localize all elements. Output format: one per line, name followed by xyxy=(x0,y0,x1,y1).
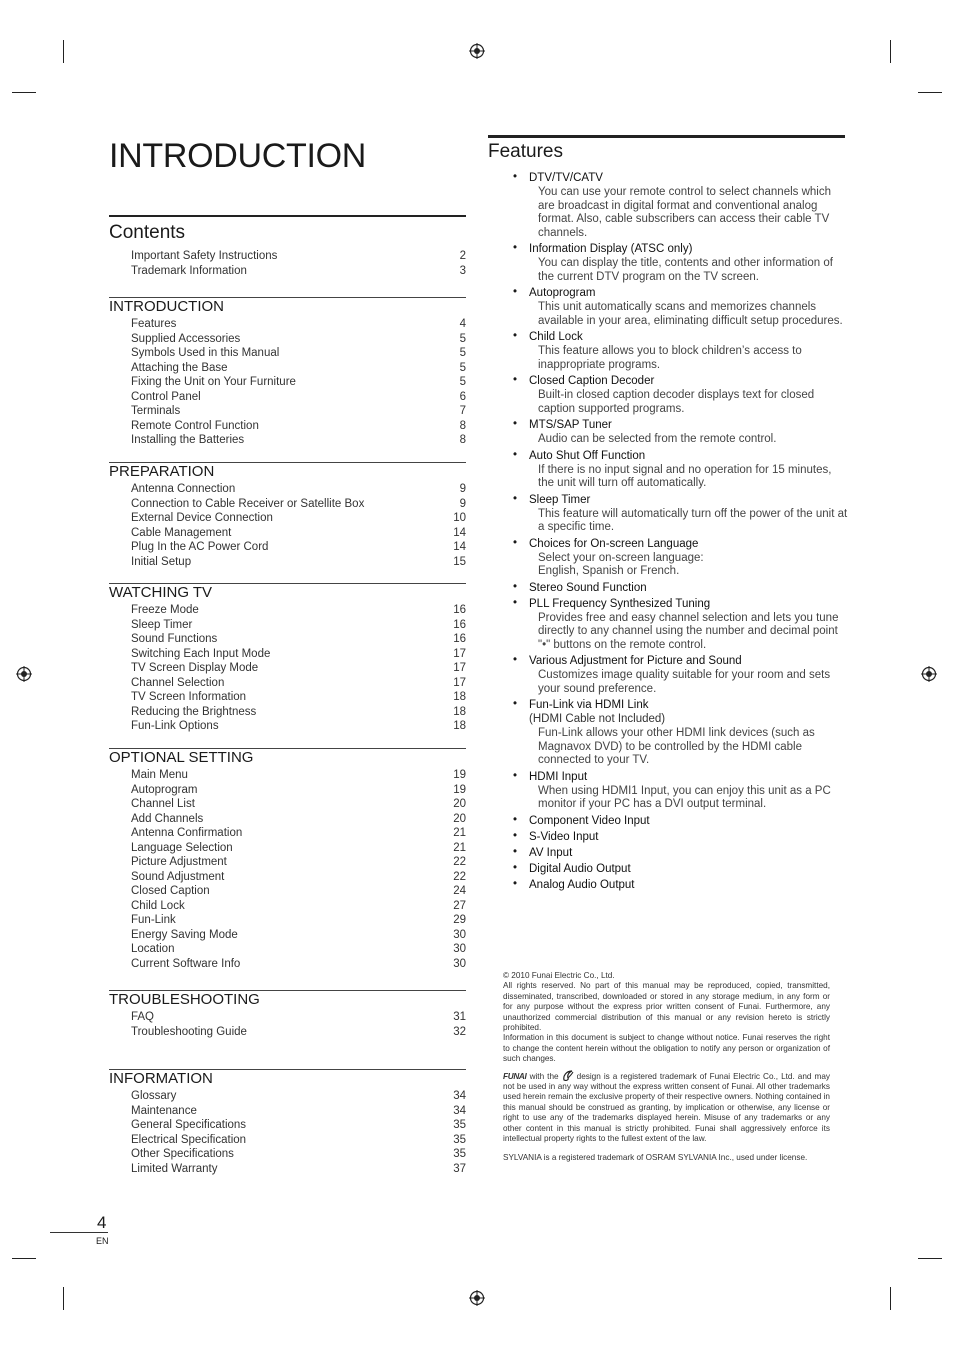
toc-item-label: Freeze Mode xyxy=(131,604,199,616)
trademark-with-text: with the xyxy=(529,1071,559,1081)
toc-item-label: FAQ xyxy=(131,1011,155,1023)
funai-logo: FUNAI xyxy=(503,1071,527,1081)
page-language: EN xyxy=(96,1236,109,1246)
feature-name: Component Video Input xyxy=(529,814,650,827)
toc-item-page: 17 xyxy=(453,662,466,674)
contents-rule xyxy=(109,215,466,217)
feature-description: You can display the title, contents and other information of the current DTV program on the TV screen. xyxy=(538,257,833,283)
toc-item-label: General Specifications xyxy=(131,1119,247,1131)
feature-description: Customizes image quality suitable for your room and sets your sound preference. xyxy=(538,669,831,695)
feature-item xyxy=(513,698,848,768)
registration-mark-icon xyxy=(921,666,937,682)
toc-item-label: Antenna Connection xyxy=(131,483,236,495)
feature-item xyxy=(513,814,848,828)
toc-item-page: 7 xyxy=(459,405,466,417)
toc-item-label: Installing the Batteries xyxy=(131,434,245,446)
toc-item-label: Sleep Timer xyxy=(131,618,193,631)
toc-item-page: 16 xyxy=(453,633,466,645)
notice-text: Information in this document is subject to change without notice. Funai reserves the right to change the content herein without the obligation to notify any person or organization of such changes. xyxy=(503,1033,830,1064)
toc-item-page: 19 xyxy=(453,783,466,796)
toc-item[interactable] xyxy=(131,433,466,448)
toc-item[interactable] xyxy=(131,375,466,390)
toc-item-label: Troubleshooting Guide xyxy=(131,1025,247,1038)
toc-section-list xyxy=(131,603,466,734)
toc-section-list xyxy=(131,1089,466,1176)
toc-item[interactable] xyxy=(131,1147,466,1162)
toc-item[interactable] xyxy=(131,346,466,361)
toc-item-label: Initial Setup xyxy=(131,555,192,568)
toc-item-label: Closed Caption xyxy=(131,885,210,897)
toc-item-label: Electrical Specification xyxy=(131,1133,247,1146)
toc-item[interactable] xyxy=(131,957,466,972)
sylvania-text: SYLVANIA is a registered trademark of OSRAM SYLVANIA Inc., used under license. xyxy=(503,1152,808,1162)
feature-item xyxy=(513,862,848,876)
toc-item[interactable] xyxy=(131,690,466,705)
registration-mark-icon xyxy=(469,43,485,59)
toc-item-page: 5 xyxy=(459,347,466,359)
toc-item-page: 29 xyxy=(453,914,466,926)
feature-name: Various Adjustment for Picture and Sound xyxy=(529,655,742,667)
toc-item-page: 18 xyxy=(453,720,466,732)
feature-name: Child Lock xyxy=(529,331,583,343)
toc-section-list xyxy=(131,482,466,569)
toc-item[interactable] xyxy=(131,618,466,633)
toc-item-page: 14 xyxy=(453,541,466,553)
toc-item[interactable] xyxy=(131,404,466,419)
toc-item[interactable] xyxy=(131,1010,466,1025)
bullet-icon: • xyxy=(513,330,518,342)
features-rule xyxy=(488,135,845,138)
feature-description: Select your on-screen language: English, Spanish or French. xyxy=(538,551,704,577)
rights-text: All rights reserved. No part of this manual may be reproduced, copied, transmitted, disseminated, transcribed, downloaded or stored in any storage medium, in any form or for any purpose without the express prior written consent of Funai. Furthermore, any unauthorized commercial distribution of this manual or any revision hereto is strictly prohibited. xyxy=(503,981,830,1033)
feature-name: Stereo Sound Function xyxy=(529,581,647,594)
bullet-icon: • xyxy=(513,698,518,710)
page-title: INTRODUCTION xyxy=(109,137,367,175)
toc-item[interactable] xyxy=(131,928,466,943)
feature-item xyxy=(513,493,848,535)
bullet-icon: • xyxy=(513,845,518,858)
toc-item-page: 30 xyxy=(453,957,466,970)
toc-item-page: 37 xyxy=(453,1162,466,1175)
toc-section-title: PREPARATION xyxy=(109,463,215,480)
bullet-icon: • xyxy=(513,829,518,842)
toc-item-label: Control Panel xyxy=(131,390,201,403)
features-heading: Features xyxy=(488,141,563,162)
registration-mark-icon xyxy=(469,1290,485,1306)
toc-item-page: 8 xyxy=(459,434,466,446)
bullet-icon: • xyxy=(513,536,518,549)
toc-item-page: 21 xyxy=(453,827,466,839)
toc-item-label: Current Software Info xyxy=(131,957,241,970)
toc-item-page: 34 xyxy=(453,1104,466,1117)
toc-item-label: Fun-Link xyxy=(131,914,176,926)
crop-mark xyxy=(918,92,942,93)
toc-item-label: Add Channels xyxy=(131,812,204,825)
toc-item-page: 4 xyxy=(459,318,466,330)
feature-item xyxy=(513,449,848,491)
toc-item-page: 18 xyxy=(453,705,466,718)
bullet-icon: • xyxy=(513,374,518,386)
bullet-icon: • xyxy=(513,877,518,890)
toc-item[interactable] xyxy=(131,361,466,376)
toc-item-label: Other Specifications xyxy=(131,1148,234,1160)
feature-item xyxy=(513,770,848,812)
toc-item-page: 15 xyxy=(453,555,466,568)
feature-name: MTS/SAP Tuner xyxy=(529,419,612,431)
toc-item[interactable] xyxy=(131,1025,466,1040)
feature-description: This feature will automatically turn off the power of the unit at a specific time. xyxy=(538,507,848,533)
toc-item-page: 9 xyxy=(459,483,466,495)
toc-item[interactable] xyxy=(131,1133,466,1148)
toc-item-label: Supplied Accessories xyxy=(131,332,241,345)
crop-mark xyxy=(890,1287,891,1310)
crop-mark xyxy=(890,40,891,63)
toc-item[interactable] xyxy=(131,511,466,526)
features-list xyxy=(513,171,848,894)
toc-item-label: Connection to Cable Receiver or Satellite Box xyxy=(131,497,365,510)
toc-item-page: 5 xyxy=(459,361,466,374)
feature-name: Choices for On-screen Language xyxy=(529,537,699,550)
toc-item-page: 34 xyxy=(453,1090,466,1102)
crop-mark xyxy=(918,1258,942,1259)
toc-item-label: Glossary xyxy=(131,1090,177,1102)
toc-item-label: Sound Functions xyxy=(131,633,218,645)
feature-description: You can use your remote control to select channels which are broadcast in digital format and conventional analog format. Also, cable subscribers can access their cable TV channels. xyxy=(538,186,831,239)
toc-item-page: 18 xyxy=(453,691,466,703)
toc-item-label: Location xyxy=(131,943,175,955)
toc-item-page: 27 xyxy=(453,899,466,912)
toc-item-page: 35 xyxy=(453,1133,466,1146)
toc-item[interactable] xyxy=(131,603,466,618)
toc-item-page: 24 xyxy=(453,885,466,897)
toc-item-label: Switching Each Input Mode xyxy=(131,647,271,660)
toc-item-page: 20 xyxy=(453,812,466,825)
feature-name: Information Display (ATSC only) xyxy=(529,243,693,255)
crop-mark xyxy=(63,40,64,63)
toc-item-label: Antenna Confirmation xyxy=(131,827,243,839)
toc-item[interactable] xyxy=(131,482,466,497)
toc-item-label: Channel Selection xyxy=(131,676,225,689)
toc-item-page: 5 xyxy=(459,376,466,388)
feature-name: Closed Caption Decoder xyxy=(529,375,655,387)
toc-item[interactable] xyxy=(131,526,466,541)
feature-name: Sleep Timer xyxy=(529,493,591,506)
toc-section-list xyxy=(131,768,466,971)
feature-name: Digital Audio Output xyxy=(529,862,631,875)
registration-mark-icon xyxy=(16,666,32,682)
toc-item[interactable] xyxy=(131,661,466,676)
toc-item[interactable] xyxy=(131,870,466,885)
toc-item[interactable] xyxy=(131,249,466,264)
toc-item-label: Fixing the Unit on Your Furniture xyxy=(131,376,296,388)
toc-item-page: 21 xyxy=(453,841,466,854)
toc-section-title: INTRODUCTION xyxy=(109,298,224,315)
funai-swirl-logo-icon xyxy=(562,1070,574,1081)
toc-item[interactable] xyxy=(131,317,466,332)
toc-item-page: 14 xyxy=(453,526,466,539)
toc-item-label: Picture Adjustment xyxy=(131,856,227,868)
toc-item-label: TV Screen Information xyxy=(131,691,247,703)
bullet-icon: • xyxy=(513,448,518,461)
toc-item-page: 35 xyxy=(453,1119,466,1131)
toc-item-label: Fun-Link Options xyxy=(131,720,219,732)
toc-item-page: 10 xyxy=(453,512,466,524)
feature-name: Autoprogram xyxy=(529,287,596,299)
feature-item xyxy=(513,537,848,579)
toc-item-label: Maintenance xyxy=(131,1104,197,1117)
toc-item-label: Terminals xyxy=(131,405,181,417)
crop-mark xyxy=(12,1258,36,1259)
feature-description: Audio can be selected from the remote control. xyxy=(538,433,777,445)
toc-item[interactable] xyxy=(131,899,466,914)
toc-item-label: Child Lock xyxy=(131,899,185,912)
feature-item xyxy=(513,374,848,416)
toc-item[interactable] xyxy=(131,1089,466,1104)
toc-item-page: 6 xyxy=(459,390,466,403)
bullet-icon: • xyxy=(513,171,518,183)
toc-item-label: Trademark Information xyxy=(131,264,247,277)
toc-item[interactable] xyxy=(131,419,466,434)
toc-section-title: TROUBLESHOOTING xyxy=(109,991,260,1008)
toc-item[interactable] xyxy=(131,826,466,841)
toc-item[interactable] xyxy=(131,855,466,870)
toc-item[interactable] xyxy=(131,783,466,798)
toc-item-page: 35 xyxy=(453,1148,466,1160)
toc-item-page: 2 xyxy=(459,250,466,262)
toc-item[interactable] xyxy=(131,913,466,928)
toc-item-page: 17 xyxy=(453,647,466,660)
toc-section-title: WATCHING TV xyxy=(109,584,213,601)
feature-item xyxy=(513,581,848,595)
page-number: 4 xyxy=(97,1213,107,1232)
toc-item-page: 22 xyxy=(453,870,466,883)
feature-description: If there is no input signal and no operation for 15 minutes, the unit will turn off automatically. xyxy=(538,463,832,489)
toc-item-label: Symbols Used in this Manual xyxy=(131,347,280,359)
toc-item[interactable] xyxy=(131,768,466,783)
bullet-icon: • xyxy=(513,596,518,609)
toc-item-page: 32 xyxy=(453,1025,466,1038)
toc-item-label: Channel List xyxy=(131,798,195,810)
copyright-text: © 2010 Funai Electric Co., Ltd. xyxy=(503,971,615,980)
toc-item-page: 17 xyxy=(453,676,466,689)
toc-item-page: 3 xyxy=(459,264,466,277)
toc-item-page: 9 xyxy=(459,497,466,510)
bullet-icon: • xyxy=(513,418,518,430)
feature-name: Analog Audio Output xyxy=(529,878,635,891)
toc-item[interactable] xyxy=(131,497,466,512)
toc-item-label: Plug In the AC Power Cord xyxy=(131,541,269,553)
feature-item xyxy=(513,286,848,328)
toc-item-label: Features xyxy=(131,318,177,330)
toc-item-label: Remote Control Function xyxy=(131,419,259,432)
feature-item xyxy=(513,418,848,447)
feature-description: This unit automatically scans and memorizes channels available in your area, eliminating difficult setup procedures. xyxy=(538,301,843,327)
toc-item[interactable] xyxy=(131,632,466,647)
toc-item[interactable] xyxy=(131,812,466,827)
toc-item[interactable] xyxy=(131,676,466,691)
toc-section-list xyxy=(131,317,466,448)
toc-item-label: TV Screen Display Mode xyxy=(131,662,259,674)
toc-item[interactable] xyxy=(131,1104,466,1119)
bullet-icon: • xyxy=(513,242,518,254)
toc-section-title: INFORMATION xyxy=(109,1070,213,1087)
toc-item[interactable] xyxy=(131,264,466,279)
toc-item-label: External Device Connection xyxy=(131,512,273,524)
toc-item-page: 16 xyxy=(453,604,466,616)
feature-name: HDMI Input xyxy=(529,770,588,783)
bullet-icon: • xyxy=(513,492,518,505)
bullet-icon: • xyxy=(513,654,518,666)
feature-name: Fun-Link via HDMI Link xyxy=(529,699,649,711)
toc-item-page: 8 xyxy=(459,419,466,432)
toc-item[interactable] xyxy=(131,647,466,662)
toc-item-label: Important Safety Instructions xyxy=(131,250,278,262)
toc-item[interactable] xyxy=(131,332,466,347)
feature-name: Auto Shut Off Function xyxy=(529,449,646,462)
legal-notice xyxy=(503,971,830,1163)
bullet-icon: • xyxy=(513,580,518,593)
toc-item-page: 31 xyxy=(453,1011,466,1023)
toc-item-label: Attaching the Base xyxy=(131,361,228,374)
toc-item[interactable] xyxy=(131,1118,466,1133)
feature-item xyxy=(513,846,848,860)
feature-name: AV Input xyxy=(529,846,573,859)
toc-section-title: OPTIONAL SETTING xyxy=(109,749,254,766)
toc-item-label: Cable Management xyxy=(131,526,232,539)
toc-item[interactable] xyxy=(131,1162,466,1177)
bullet-icon: • xyxy=(513,769,518,782)
bullet-icon: • xyxy=(513,286,518,298)
feature-item xyxy=(513,597,848,653)
bullet-icon: • xyxy=(513,861,518,874)
crop-mark xyxy=(63,1287,64,1310)
crop-mark xyxy=(12,92,36,93)
toc-item-page: 30 xyxy=(453,943,466,955)
feature-item xyxy=(513,878,848,892)
toc-item-page: 5 xyxy=(459,332,466,345)
toc-preface-list xyxy=(131,249,466,278)
feature-note: (HDMI Cable not Included) xyxy=(529,713,666,725)
toc-item-label: Sound Adjustment xyxy=(131,870,225,883)
feature-description: Provides free and easy channel selection and lets you tune directly to any channel using the number and decimal point "•" buttons on the remote control. xyxy=(538,611,839,651)
toc-item-label: Main Menu xyxy=(131,769,188,781)
feature-item xyxy=(513,654,848,696)
toc-item-label: Energy Saving Mode xyxy=(131,928,238,941)
feature-description: Built-in closed caption decoder displays text for closed caption supported programs. xyxy=(538,389,815,415)
toc-item-page: 22 xyxy=(453,856,466,868)
toc-item[interactable] xyxy=(131,390,466,405)
toc-item[interactable] xyxy=(131,555,466,570)
toc-item[interactable] xyxy=(131,540,466,555)
feature-item xyxy=(513,330,848,372)
feature-description: When using HDMI1 Input, you can enjoy this unit as a PC monitor if your PC has a DVI output terminal. xyxy=(538,784,831,810)
feature-item xyxy=(513,242,848,284)
bullet-icon: • xyxy=(513,813,518,826)
feature-description: Fun-Link allows your other HDMI link devices (such as Magnavox DVD) to be controlled by the HDMI cable connected to your TV. xyxy=(538,727,815,766)
toc-item-page: 19 xyxy=(453,769,466,781)
trademark-paragraph xyxy=(503,1070,830,1145)
toc-item[interactable] xyxy=(131,797,466,812)
feature-name: PLL Frequency Synthesized Tuning xyxy=(529,597,711,610)
toc-item[interactable] xyxy=(131,705,466,720)
feature-name: DTV/TV/CATV xyxy=(529,172,603,184)
page-number-rule xyxy=(50,1232,108,1233)
feature-item xyxy=(513,830,848,844)
toc-item-page: 30 xyxy=(453,928,466,941)
toc-item[interactable] xyxy=(131,719,466,734)
feature-description: This feature allows you to block children’s access to inappropriate programs. xyxy=(538,345,802,371)
toc-item-page: 20 xyxy=(453,798,466,810)
toc-item-label: Reducing the Brightness xyxy=(131,705,257,718)
toc-section-list xyxy=(131,1010,466,1039)
toc-item-label: Autoprogram xyxy=(131,783,198,796)
toc-item-label: Language Selection xyxy=(131,841,233,854)
feature-name: S-Video Input xyxy=(529,830,599,843)
toc-item-page: 16 xyxy=(453,618,466,631)
trademark-text: design is a registered trademark of Funai Electric Co., Ltd. and may not be used in any way without the express written consent of Funai. All other trademarks used herein remain the exclusive property of their respective owners. Nothing contained in this manual should be construed as granting, by implication or otherwise, any license or right to use any of the trademarks displayed herein. Misuse of any trademarks or any other content in this manual is strictly prohibited. Funai shall aggressively enforce its intellectual property rights to the fullest extent of the law. xyxy=(503,1071,830,1144)
feature-item xyxy=(513,171,848,240)
toc-item[interactable] xyxy=(131,942,466,957)
contents-heading: Contents xyxy=(109,222,186,243)
toc-item[interactable] xyxy=(131,884,466,899)
toc-item[interactable] xyxy=(131,841,466,856)
toc-item-label: Limited Warranty xyxy=(131,1162,218,1175)
